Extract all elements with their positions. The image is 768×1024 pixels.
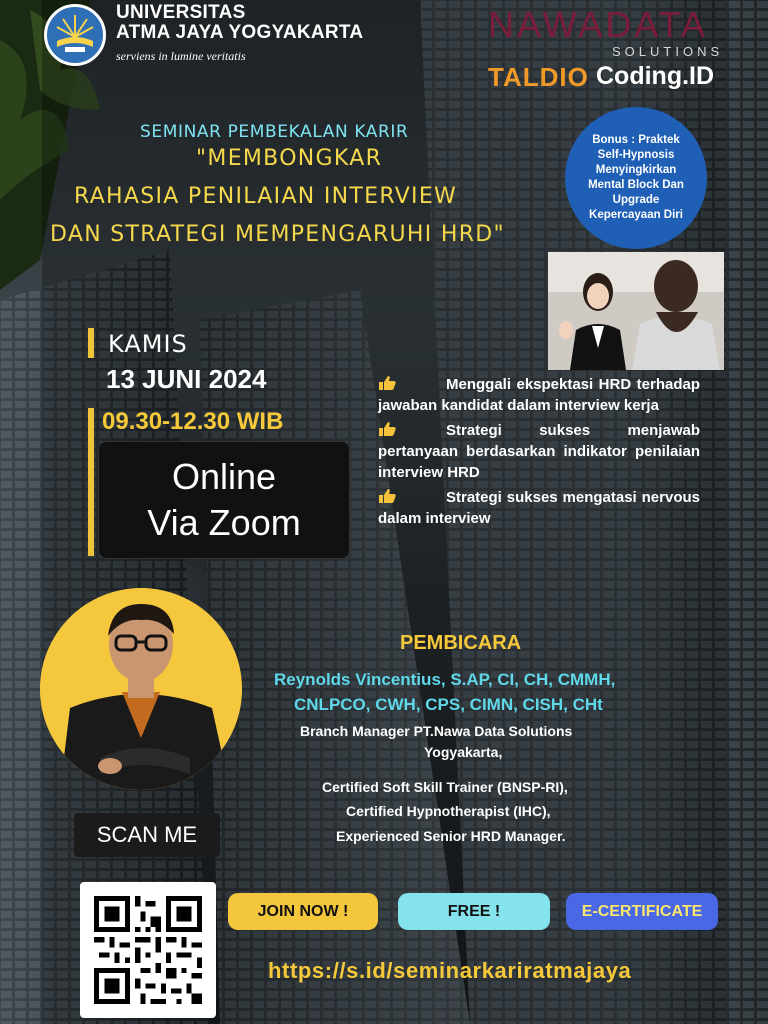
thumbs-up-icon: [378, 488, 396, 502]
codingid-logo: Coding.ID: [596, 62, 715, 90]
join-now-button[interactable]: JOIN NOW !: [228, 893, 378, 930]
scan-me-box: [74, 813, 220, 857]
seminar-label: SEMINAR PEMBEKALAN KARIR: [140, 122, 409, 142]
free-badge: FREE !: [398, 893, 550, 930]
event-date: 13 JUNI 2024: [106, 364, 267, 394]
seminar-title-line3: DAN STRATEGI MEMPENGARUHI HRD": [50, 222, 505, 247]
registration-link[interactable]: https://s.id/seminarkariratmajaya: [268, 958, 632, 983]
university-name-line2: ATMA JAYA YOGYAKARTA: [116, 22, 364, 43]
speaker-credential: Certified Hypnotherapist (IHC),: [346, 803, 551, 819]
mode-line2: Via Zoom: [147, 502, 301, 543]
speaker-name-line1: Reynolds Vincentius, S.AP, CI, CH, CMMH,: [274, 670, 616, 689]
e-certificate-badge: E-CERTIFICATE: [566, 893, 718, 930]
date-accent-bar: [88, 408, 94, 556]
uajy-logo: [44, 4, 106, 66]
event-day: KAMIS: [108, 330, 188, 358]
list-item: [378, 374, 700, 416]
thumbs-up-icon: [378, 421, 396, 435]
speaker-role: Branch Manager PT.Nawa Data Solutions: [300, 723, 573, 739]
topic-text: Menggali ekspektasi HRD terhadap jawaban kandidat dalam interview kerja: [378, 376, 700, 414]
list-item: [378, 487, 700, 529]
nawadata-logo-sub: SOLUTIONS: [612, 44, 724, 59]
interview-photo: [548, 252, 724, 370]
speaker-heading: PEMBICARA: [400, 632, 522, 654]
speaker-credential: Certified Soft Skill Trainer (BNSP-RI),: [322, 779, 568, 795]
mode-line1: Online: [171, 456, 277, 497]
nawadata-logo: NAWADATA: [488, 4, 708, 45]
speaker-name-line2: CNLPCO, CWH, CPS, CIMN, CISH, CHt: [294, 695, 603, 714]
university-tagline: serviens in lumine veritatis: [116, 49, 246, 63]
registration-qr-code[interactable]: [80, 882, 216, 1018]
speaker-photo: [40, 588, 242, 790]
speaker-credential: Experienced Senior HRD Manager.: [336, 828, 566, 844]
date-accent-bar: [88, 328, 94, 358]
taldio-logo: TALDIO: [488, 62, 589, 92]
event-time: 09.30-12.30 WIB: [102, 408, 284, 435]
topic-text: Strategi sukses mengatasi nervous dalam interview: [378, 489, 700, 527]
topics-list: [378, 374, 700, 533]
online-mode-box: [98, 441, 350, 559]
bonus-badge: Bonus : Praktek Self-Hypnosis Menyingkirkan Mental Block Dan Upgrade Kepercayaan Diri: [565, 107, 707, 249]
speaker-role-location: Yogyakarta,: [424, 744, 503, 760]
university-name-line1: UNIVERSITAS: [116, 2, 246, 23]
seminar-title-line2: RAHASIA PENILAIAN INTERVIEW: [74, 184, 458, 209]
seminar-title-line1: "MEMBONGKAR: [196, 146, 383, 171]
thumbs-up-icon: [378, 375, 396, 389]
topic-text: Strategi sukses menjawab pertanyaan berdasarkan indikator penilaian interview HRD: [378, 422, 700, 481]
scan-me-label: SCAN ME: [96, 822, 198, 847]
list-item: [378, 420, 700, 483]
